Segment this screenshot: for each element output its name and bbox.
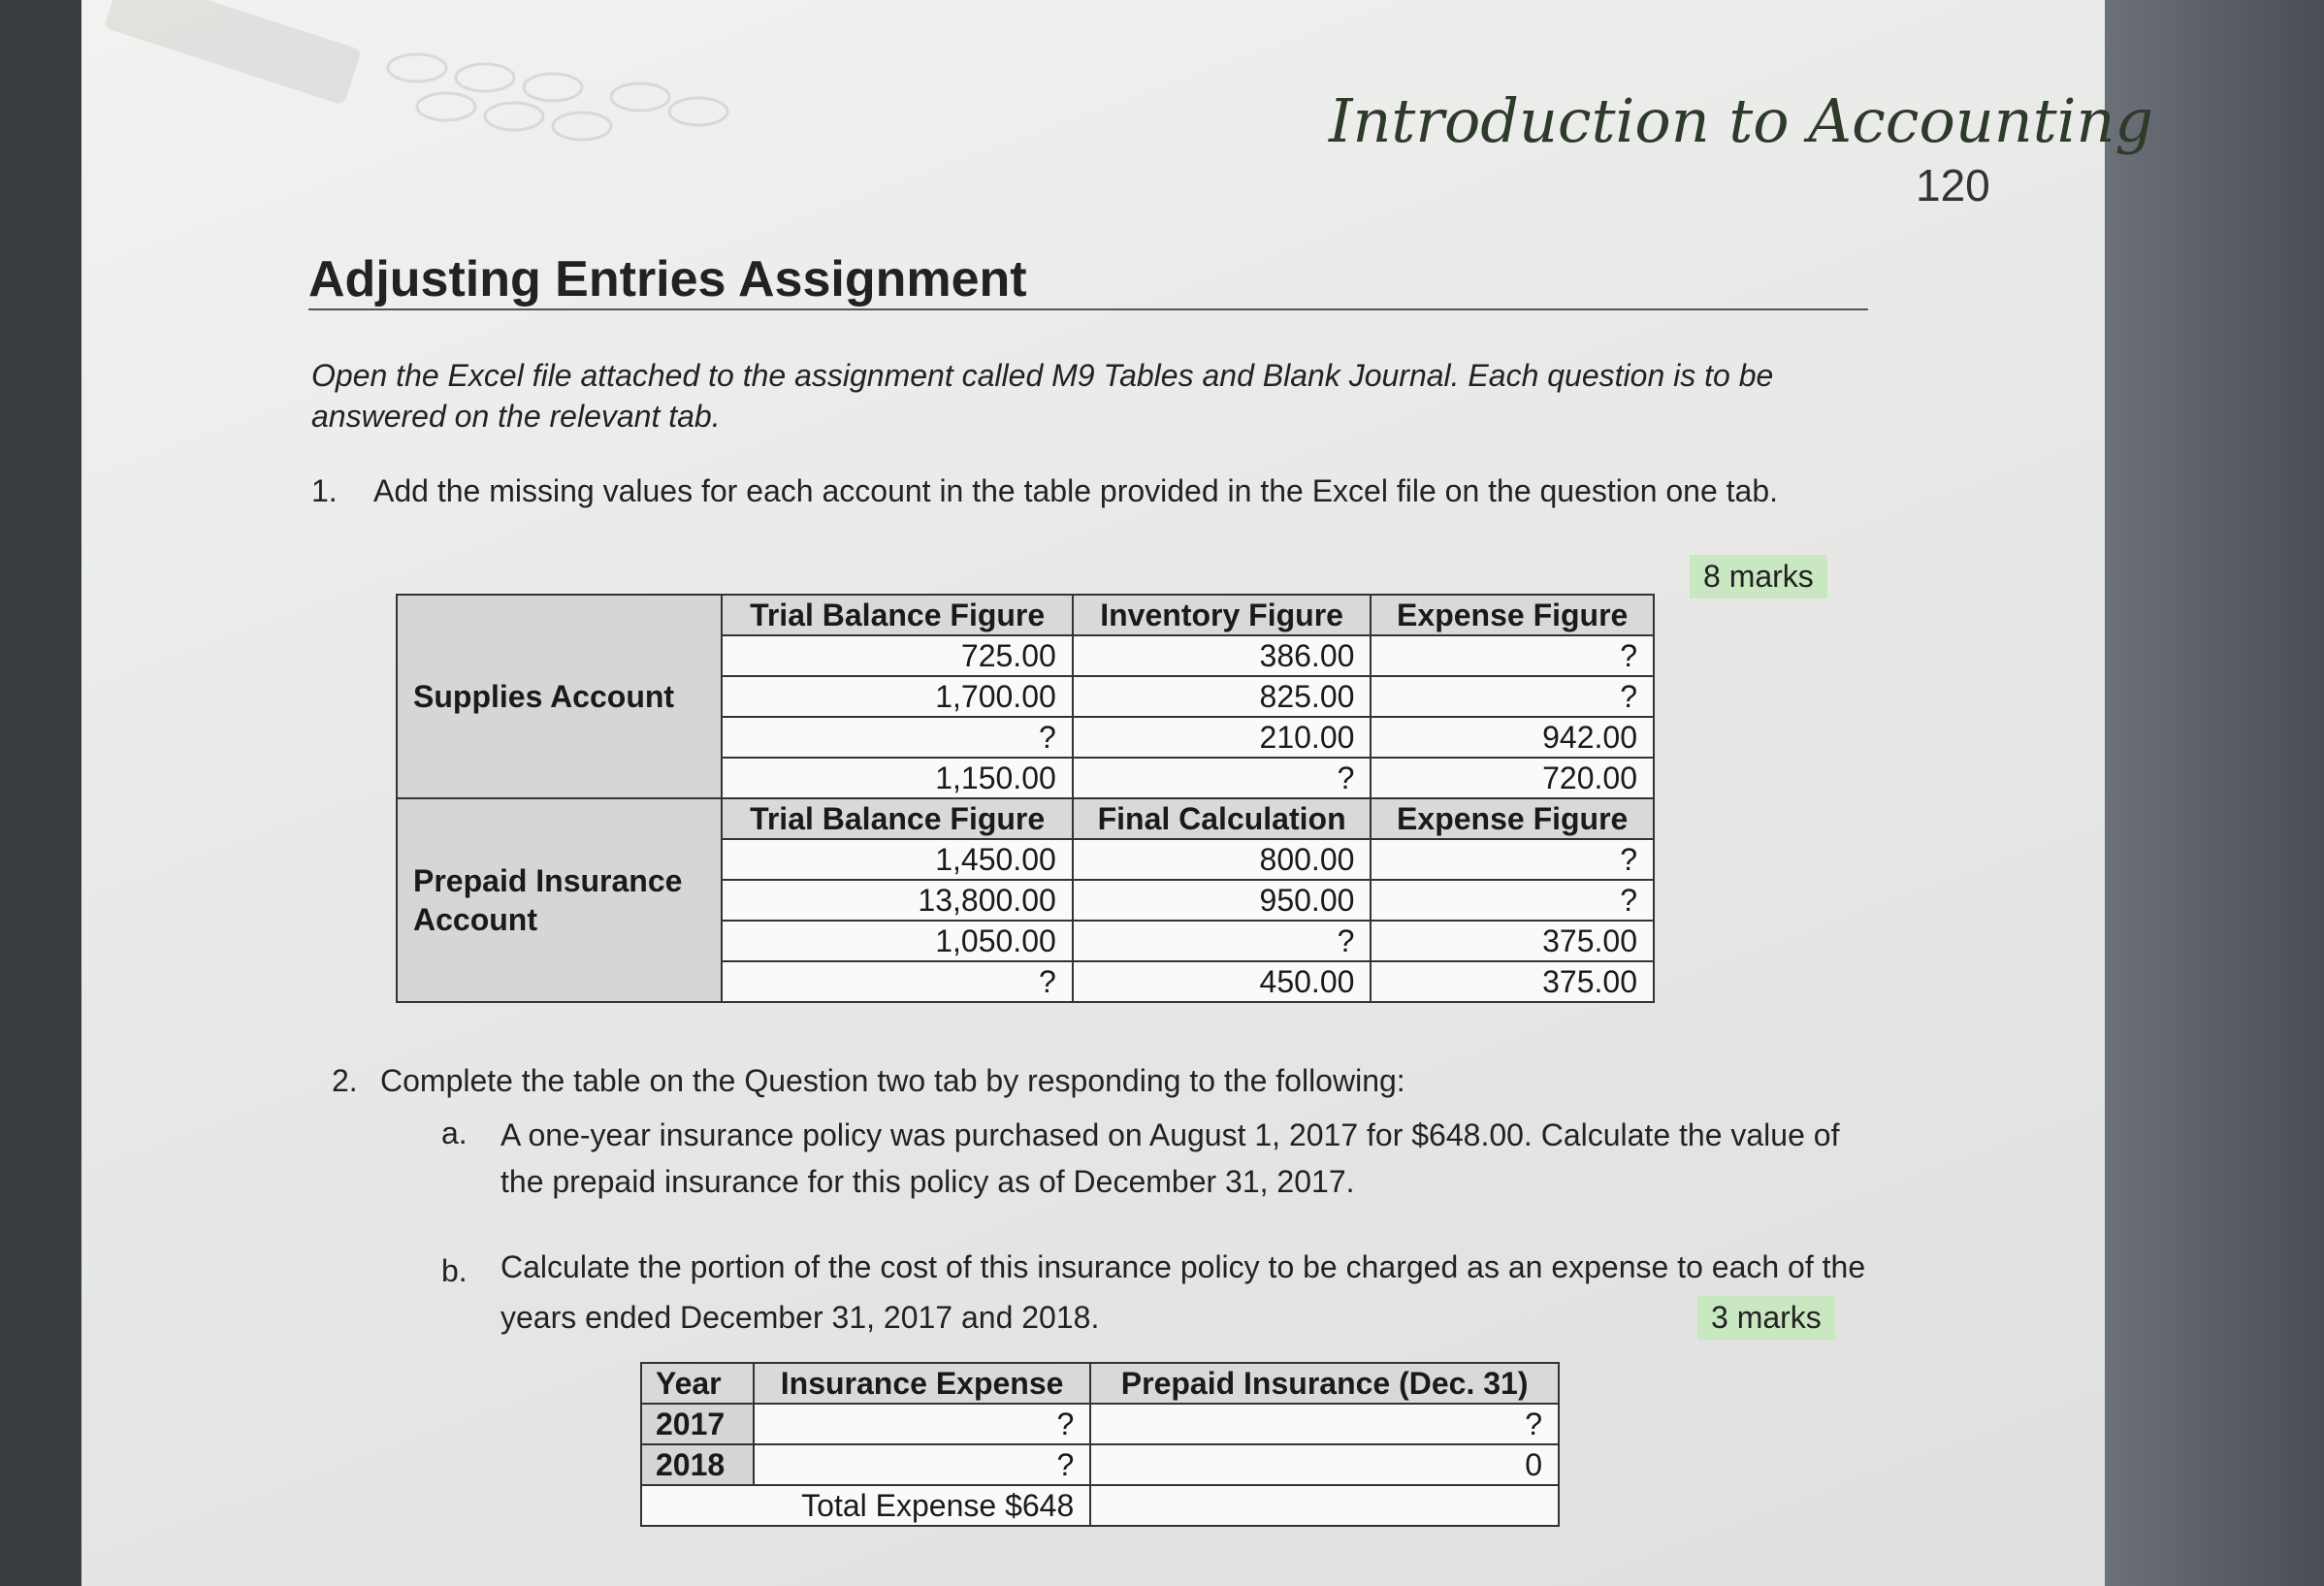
table-cell bbox=[1090, 1485, 1559, 1526]
prepaid-insurance-account-label: Prepaid Insurance Account bbox=[397, 798, 722, 1002]
table-cell: ? bbox=[1090, 1404, 1559, 1444]
page-title: Adjusting Entries Assignment bbox=[308, 251, 1027, 307]
table-cell: 450.00 bbox=[1073, 961, 1372, 1002]
column-header: Final Calculation bbox=[1073, 798, 1372, 839]
year-cell: 2017 bbox=[641, 1404, 754, 1444]
q2b-text: Calculate the portion of the cost of this insurance policy to be charged as an expense to each of the years ended December 31, 2017 and 2018. bbox=[500, 1249, 1866, 1335]
course-number: 120 bbox=[1916, 160, 1990, 210]
q1-number: 1. bbox=[311, 473, 338, 508]
table-cell: ? bbox=[1371, 635, 1654, 676]
table-cell: 1,150.00 bbox=[722, 758, 1072, 798]
column-header: Inventory Figure bbox=[1073, 595, 1372, 635]
table-cell: ? bbox=[1371, 676, 1654, 717]
q1-text: Add the missing values for each account in the table provided in the Excel file on the question one tab. bbox=[373, 473, 1779, 508]
table-cell: ? bbox=[722, 961, 1072, 1002]
table-row bbox=[641, 1444, 1559, 1485]
table-row bbox=[641, 1485, 1559, 1526]
column-header: Trial Balance Figure bbox=[722, 798, 1072, 839]
supplies-account-label: Supplies Account bbox=[397, 595, 722, 798]
column-header: Prepaid Insurance (Dec. 31) bbox=[1090, 1363, 1559, 1404]
table-cell: 375.00 bbox=[1371, 961, 1654, 1002]
q2a-text: A one-year insurance policy was purchased on August 1, 2017 for $648.00. Calculate the value of the prepaid insurance for this policy as of December 31, 2017. bbox=[500, 1117, 1840, 1199]
q2-number: 2. bbox=[332, 1063, 358, 1098]
table-cell: 725.00 bbox=[722, 635, 1072, 676]
table-cell: 13,800.00 bbox=[722, 880, 1072, 921]
column-header: Expense Figure bbox=[1371, 798, 1654, 839]
table-cell: 720.00 bbox=[1371, 758, 1654, 798]
intro-paragraph: Open the Excel file attached to the assignment called M9 Tables and Blank Journal. Each question is to be answered on the relevant tab. bbox=[311, 358, 1774, 434]
table-row bbox=[397, 595, 1654, 635]
table-cell: 375.00 bbox=[1371, 921, 1654, 961]
table-cell: 1,050.00 bbox=[722, 921, 1072, 961]
table-cell: 950.00 bbox=[1073, 880, 1372, 921]
column-header: Insurance Expense bbox=[754, 1363, 1090, 1404]
table-cell: 0 bbox=[1090, 1444, 1559, 1485]
title-divider bbox=[308, 308, 1868, 310]
course-title: Introduction to Accounting bbox=[1329, 85, 2154, 156]
column-header: Trial Balance Figure bbox=[722, 595, 1072, 635]
table-cell: ? bbox=[1073, 921, 1372, 961]
table-cell: ? bbox=[1371, 839, 1654, 880]
table-cell: 386.00 bbox=[1073, 635, 1372, 676]
question-one-table bbox=[396, 594, 1655, 1003]
column-header: Year bbox=[641, 1363, 754, 1404]
table-cell: ? bbox=[722, 717, 1072, 758]
table-cell: ? bbox=[754, 1444, 1090, 1485]
year-cell: 2018 bbox=[641, 1444, 754, 1485]
column-header: Expense Figure bbox=[1371, 595, 1654, 635]
question-two-table bbox=[640, 1362, 1560, 1527]
table-cell: 825.00 bbox=[1073, 676, 1372, 717]
table-cell: 1,450.00 bbox=[722, 839, 1072, 880]
table-cell: ? bbox=[1371, 880, 1654, 921]
calculator-graphic bbox=[97, 0, 795, 165]
total-expense-cell: Total Expense $648 bbox=[641, 1485, 1090, 1526]
table-cell: 942.00 bbox=[1371, 717, 1654, 758]
q2b-letter: b. bbox=[441, 1253, 468, 1288]
q2-text: Complete the table on the Question two tab by responding to the following: bbox=[380, 1063, 1405, 1098]
table-row bbox=[641, 1363, 1559, 1404]
table-cell: ? bbox=[754, 1404, 1090, 1444]
table-cell: 1,700.00 bbox=[722, 676, 1072, 717]
table-row bbox=[641, 1404, 1559, 1444]
table-row bbox=[397, 798, 1654, 839]
q2a-letter: a. bbox=[441, 1116, 468, 1150]
table-cell: 800.00 bbox=[1073, 839, 1372, 880]
q1-marks-badge: 8 marks bbox=[1690, 555, 1827, 599]
q2-marks-badge: 3 marks bbox=[1697, 1296, 1835, 1340]
table-cell: ? bbox=[1073, 758, 1372, 798]
table-cell: 210.00 bbox=[1073, 717, 1372, 758]
screen-bezel bbox=[2105, 0, 2324, 1586]
